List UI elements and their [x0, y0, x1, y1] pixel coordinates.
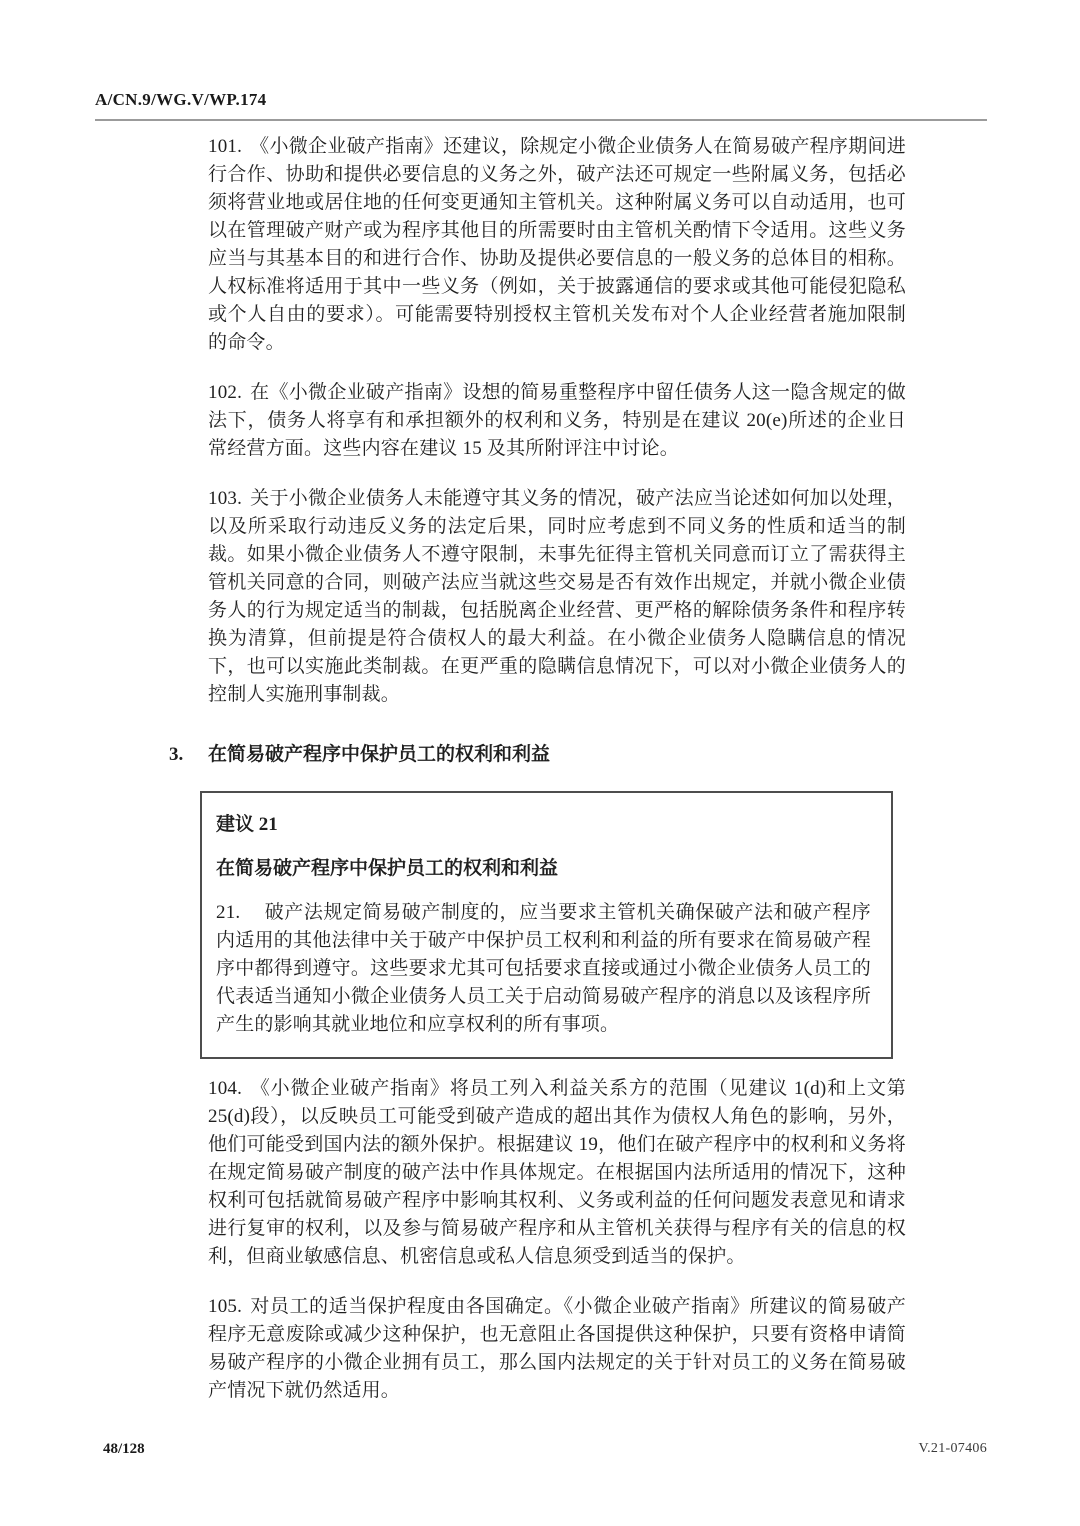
- paragraph-text: 破产法规定简易破产制度的，应当要求主管机关确保破产法和破产程序内适用的其他法律中关于破产中保护员工权利和利益的所有要求在简易破产程序中都得到遵守。这些要求尤其可包括要求直接或通过小微企业债务人员工的代表适当通知小微企业债务人员工关于启动简易破产程序的消息以及该程序所产生的影响其就业地位和应享权利的所有事项。: [216, 902, 871, 1035]
- doc-symbol: A/CN.9/WG.V/WP.174: [95, 90, 267, 109]
- paragraph-105: [208, 1293, 906, 1405]
- paragraph-21: [216, 899, 871, 1039]
- recommendation-title: 在简易破产程序中保护员工的权利和利益: [216, 858, 559, 879]
- paragraph-number: 103.: [208, 488, 243, 509]
- paragraph-text: 《小微企业破产指南》将员工列入利益关系方的范围（见建议 1(d)和上文第 25(d)段），以反映员工可能受到破产造成的超出其作为债权人角色的影响，另外，他们可能受到国内法的额外保护。根据建议 19，他们在破产程序中的权利和义务将在规定简易破产制度的破产法中作具体规定。在根据国内法所适用的情况下，这种权利可包括就简易破产程序中影响其权利、义务或利益的任何问题发表意见和请求进行复审的权利，以及参与简易破产程序和从主管机关获得与程序有关的信息的权利，但商业敏感信息、机密信息或私人信息须受到适当的保护。: [208, 1078, 906, 1267]
- paragraph-text: 关于小微企业债务人未能遵守其义务的情况，破产法应当论述如何加以处理，以及所采取行动违反义务的法定后果，同时应考虑到不同义务的性质和适当的制裁。如果小微企业债务人不遵守限制，未事先征得主管机关同意而订立了需获得主管机关同意的合同，则破产法应当就这些交易是否有效作出规定，并就小微企业债务人的行为规定适当的制裁，包括脱离企业经营、更严格的解除债务条件和程序转换为清算，但前提是符合债权人的最大利益。在小微企业债务人隐瞒信息的情况下，也可以实施此类制裁。在更严重的隐瞒信息情况下，可以对小微企业债务人的控制人实施刑事制裁。: [208, 488, 906, 705]
- header-divider: [95, 119, 987, 121]
- footer-doc-number: V.21-07406: [918, 1441, 987, 1456]
- paragraph-101: [208, 133, 906, 357]
- paragraph-number: 21.: [216, 902, 241, 923]
- paragraph-102: [208, 379, 906, 463]
- paragraph-number: 105.: [208, 1296, 243, 1317]
- paragraph-text: 在《小微企业破产指南》设想的简易重整程序中留任债务人这一隐含规定的做法下，债务人将享有和承担额外的权利和义务，特别是在建议 20(e)所述的企业日常经营方面。这些内容在建议 15 及其所附评注中讨论。: [208, 382, 906, 459]
- paragraph-number: 102.: [208, 382, 243, 403]
- footer-page-number: 48/128: [103, 1441, 145, 1457]
- paragraph-103: [208, 485, 906, 709]
- recommendation-label: 建议 21: [216, 814, 278, 835]
- paragraph-number: 101.: [208, 136, 243, 157]
- document-body: [169, 133, 906, 1427]
- paragraph-104: [208, 1075, 906, 1271]
- paragraph-text: 对员工的适当保护程度由各国确定。《小微企业破产指南》所建议的简易破产程序无意废除或减少这种保护，也无意阻止各国提供这种保护，只要有资格申请简易破产程序的小微企业拥有员工，那么国内法规定的关于针对员工的义务在简易破产情况下就仍然适用。: [208, 1296, 906, 1401]
- section-heading: [169, 741, 906, 769]
- recommendation-box: [200, 791, 893, 1059]
- paragraph-number: 104.: [208, 1078, 243, 1099]
- section-title: 在简易破产程序中保护员工的权利和利益: [208, 744, 551, 765]
- section-number: 3.: [169, 744, 184, 765]
- paragraph-text: 《小微企业破产指南》还建议，除规定小微企业债务人在简易破产程序期间进行合作、协助和提供必要信息的义务之外，破产法还可规定一些附属义务，包括必须将营业地或居住地的任何变更通知主管机关。这种附属义务可以自动适用，也可以在管理破产财产或为程序其他目的所需要时由主管机关酌情下令适用。这些义务应当与其基本目的和进行合作、协助及提供必要信息的一般义务的总体目的相称。人权标准将适用于其中一些义务（例如，关于披露通信的要求或其他可能侵犯隐私或个人自由的要求）。可能需要特别授权主管机关发布对个人企业经营者施加限制的命令。: [208, 136, 906, 353]
